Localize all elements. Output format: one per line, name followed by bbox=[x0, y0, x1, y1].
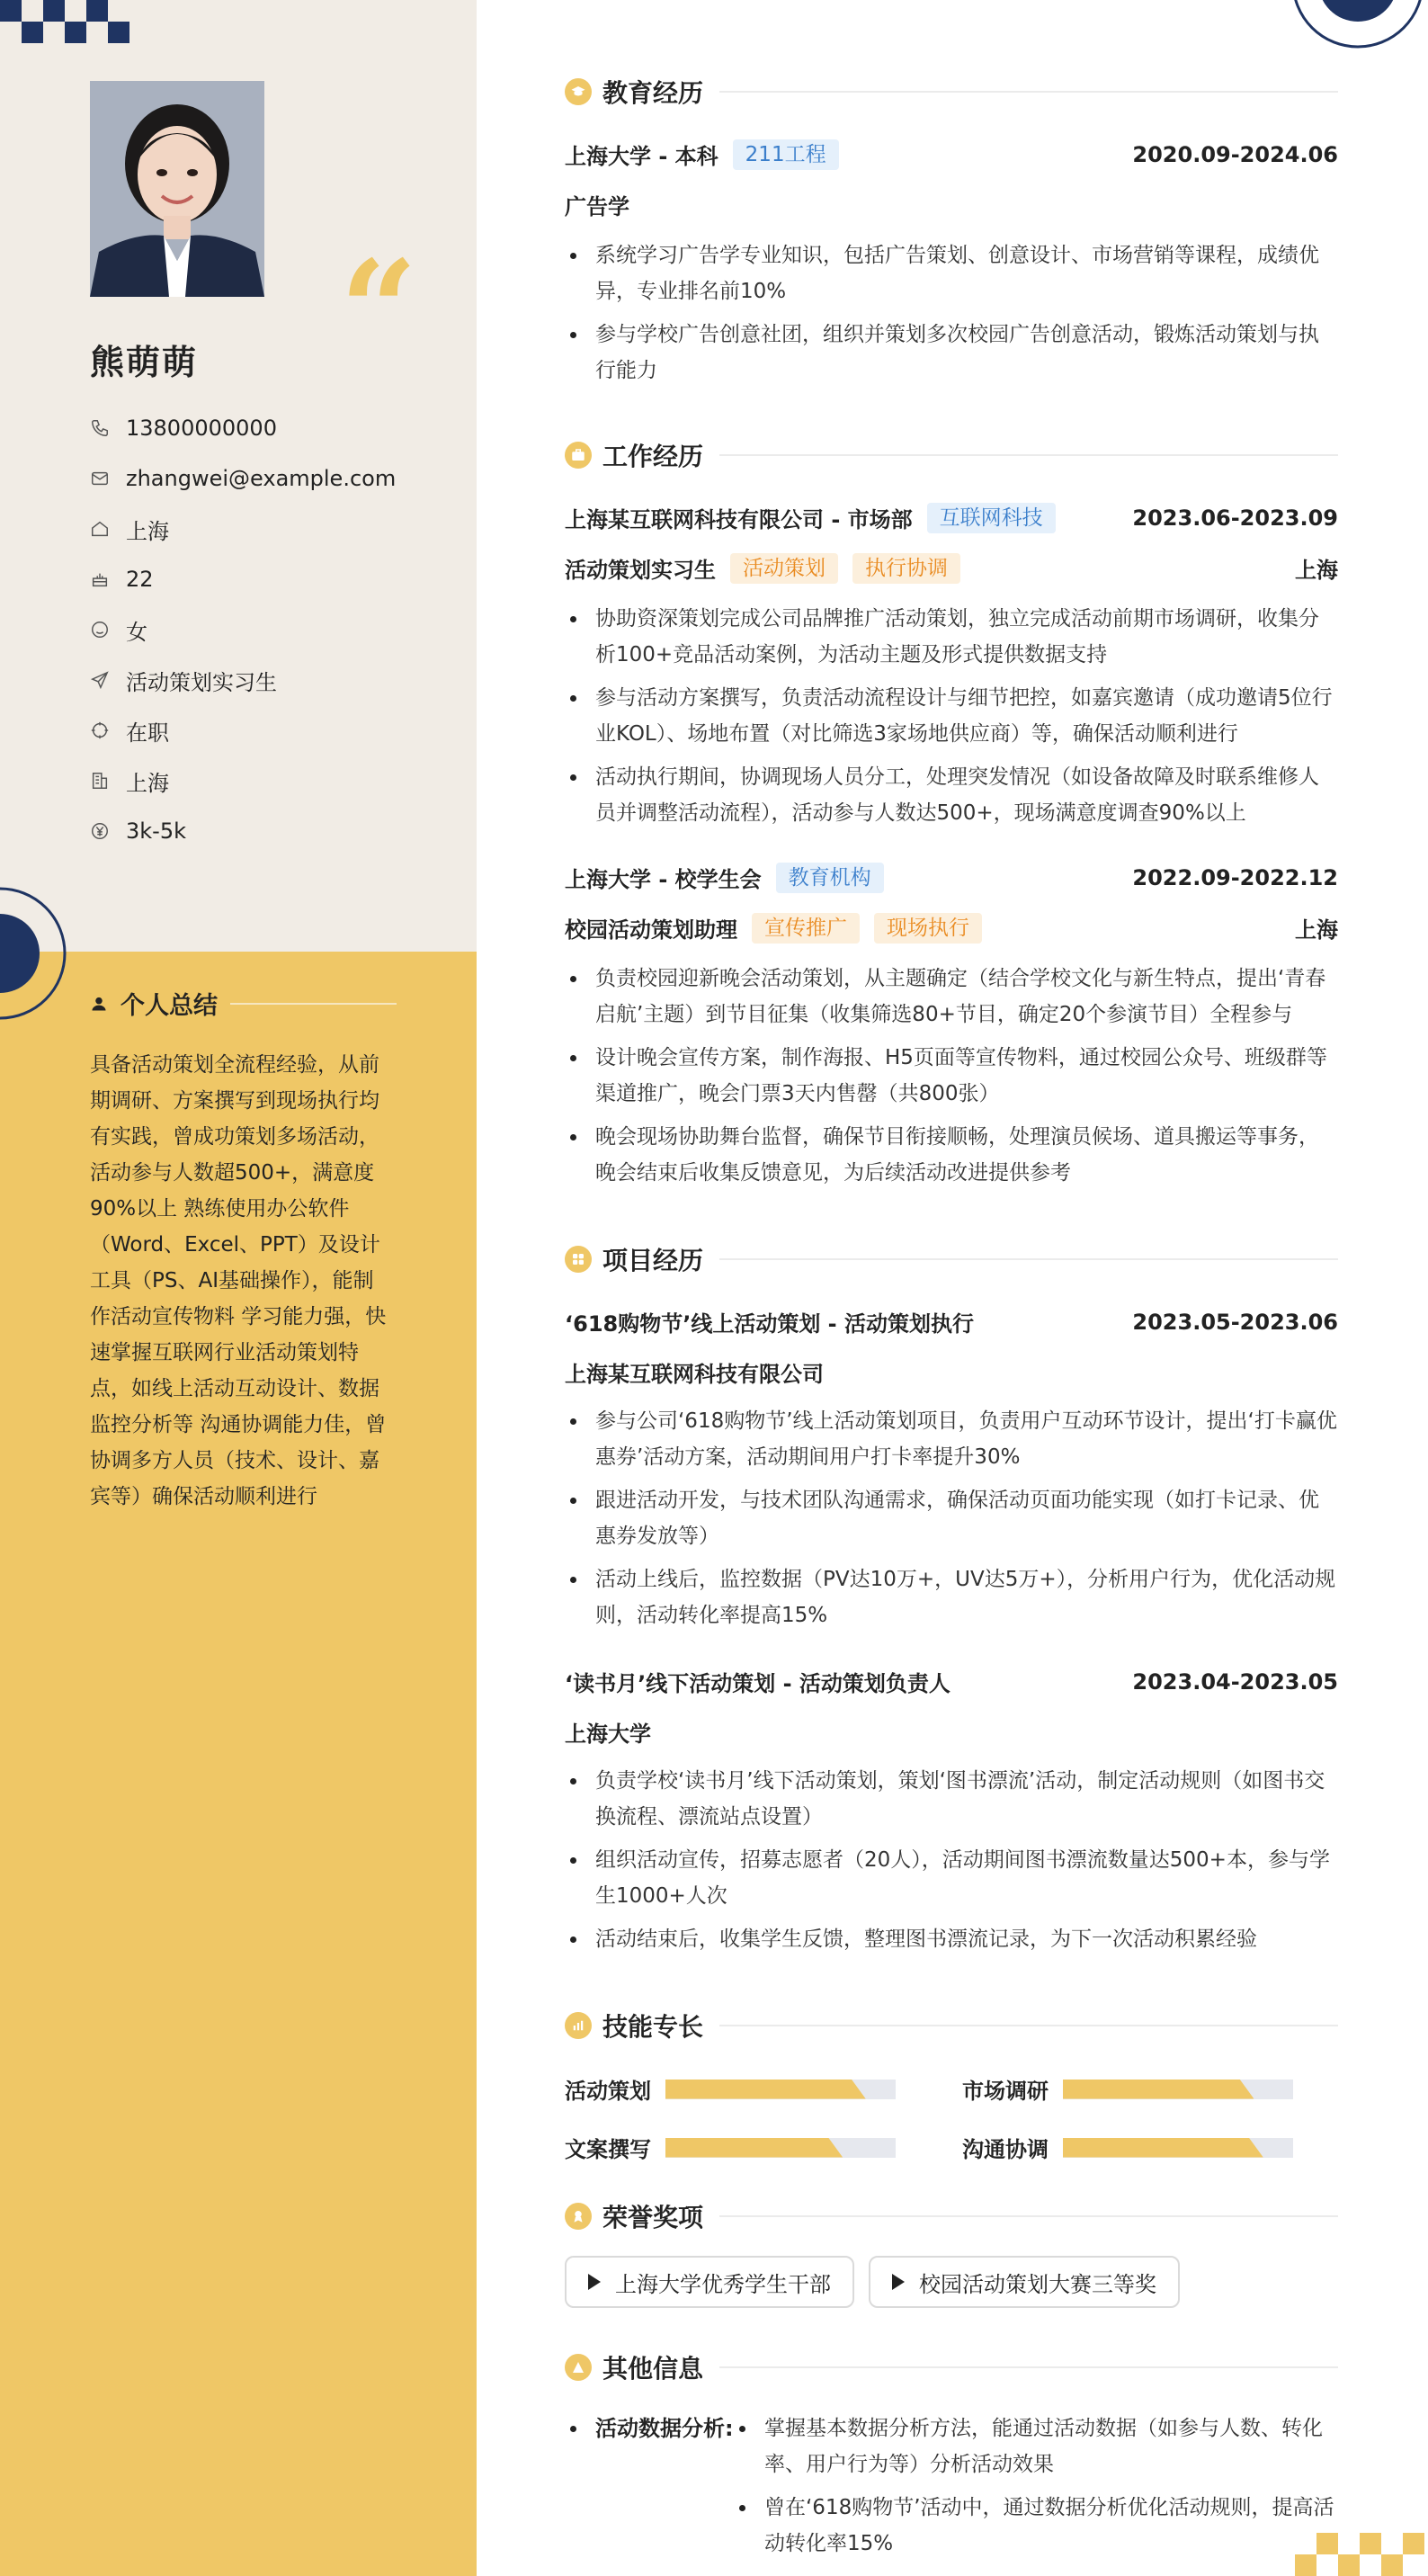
major-name: 广告学 bbox=[565, 194, 629, 219]
info-age bbox=[90, 554, 450, 604]
skill-name: 市场调研 bbox=[962, 2079, 1049, 2104]
skill-name: 沟通协调 bbox=[962, 2137, 1049, 2162]
info-icon bbox=[565, 2354, 592, 2381]
salary-value: 3k-5k bbox=[126, 818, 186, 844]
work-heading bbox=[565, 437, 1338, 473]
info-phone bbox=[90, 403, 450, 453]
work-org: 上海某互联网科技有限公司 - 市场部 bbox=[565, 507, 913, 532]
info-salary bbox=[90, 806, 450, 856]
skill-bar bbox=[665, 2138, 896, 2158]
project-date: 2023.04-2023.05 bbox=[1132, 1668, 1338, 1695]
project-0-header-row bbox=[565, 1306, 1338, 1337]
divider bbox=[719, 2366, 1338, 2368]
summary-title-text: 个人总结 bbox=[120, 992, 218, 1020]
school-tag: 211工程 bbox=[733, 139, 839, 170]
play-icon bbox=[892, 2274, 905, 2290]
skill-item bbox=[962, 2132, 1293, 2163]
project-0-org-row bbox=[565, 1356, 1338, 1388]
divider bbox=[719, 91, 1338, 93]
list-item: 晚会现场协助舞台监督，确保节目衔接顺畅，处理演员候场、道具搬运等事务，晚会结束后收集反馈意见，为后续活动改进提供参考 bbox=[565, 1119, 1338, 1191]
play-icon bbox=[588, 2274, 601, 2290]
position-value: 活动策划实习生 bbox=[126, 669, 277, 695]
sidebar bbox=[0, 0, 477, 2576]
list-item: 负责校园迎新晚会活动策划，从主题确定（结合学校文化与新生特点，提出‘青春启航’主题）到节目征集（收集筛选80+节目，确定20个参演节目）全程参与 bbox=[565, 961, 1338, 1033]
list-item: 参与活动方案撰写，负责活动流程设计与细节把控，如嘉宾邀请（成功邀请5位行业KOL）、场地布置（对比筛选3家场地供应商）等，确保活动顺利进行 bbox=[565, 680, 1338, 752]
list-item: 设计晚会宣传方案，制作海报、H5页面等宣传物料，通过校园公众号、班级群等渠道推广，晚会门票3天内售罄（共800张） bbox=[565, 1040, 1338, 1112]
work-date: 2023.06-2023.09 bbox=[1132, 505, 1338, 531]
graduation-cap-icon bbox=[565, 78, 592, 105]
send-icon bbox=[90, 670, 126, 690]
skill-bar bbox=[1063, 2138, 1293, 2158]
status-icon bbox=[90, 720, 126, 740]
city-value: 上海 bbox=[126, 518, 169, 544]
info-city bbox=[90, 504, 450, 554]
list-item: 掌握基本数据分析方法，能通过活动数据（如参与人数、转化率、用户行为等）分析活动效果 bbox=[734, 2411, 1338, 2482]
info-gender bbox=[90, 604, 450, 655]
projects-heading bbox=[565, 1241, 1338, 1277]
project-date: 2023.05-2023.06 bbox=[1132, 1309, 1338, 1335]
skill-bar bbox=[1063, 2080, 1293, 2099]
candidate-name: 熊萌萌 bbox=[90, 343, 199, 382]
work-0-bullets bbox=[565, 601, 1338, 838]
skill-item bbox=[565, 2073, 896, 2105]
cake-icon bbox=[90, 569, 126, 589]
work-location: 上海 bbox=[1295, 917, 1338, 943]
skills-title: 技能专长 bbox=[602, 2012, 704, 2042]
status-value: 在职 bbox=[126, 720, 169, 746]
home-icon bbox=[90, 519, 126, 539]
divider bbox=[719, 1258, 1338, 1260]
skill-name: 活动策划 bbox=[565, 2079, 651, 2104]
divider bbox=[719, 2025, 1338, 2026]
work-location: 上海 bbox=[1295, 558, 1338, 583]
list-item: 活动上线后，监控数据（PV达10万+，UV达5万+），分析用户行为，优化活动规则，活动转化率提高15% bbox=[565, 1561, 1338, 1633]
grid-icon bbox=[565, 1246, 592, 1273]
building-icon bbox=[90, 771, 126, 791]
age-value: 22 bbox=[126, 567, 154, 592]
chart-icon bbox=[565, 2012, 592, 2039]
other-label: 活动数据分析: bbox=[565, 2411, 734, 2442]
contact-info-list bbox=[90, 403, 450, 856]
project-name: ‘618购物节’线上活动策划 - 活动策划执行 bbox=[565, 1311, 975, 1337]
skill-bar bbox=[665, 2080, 896, 2099]
skill-bar-fill bbox=[1063, 2080, 1254, 2099]
skill-tag: 活动策划 bbox=[730, 553, 838, 584]
school-name: 上海大学 - 本科 bbox=[565, 144, 718, 169]
work-0-role-row bbox=[565, 552, 1338, 584]
face-icon bbox=[90, 620, 126, 640]
project-org: 上海大学 bbox=[565, 1722, 651, 1747]
list-item: 协助资深策划完成公司品牌推广活动策划，独立完成活动前期市场调研，收集分析100+竞品活动案例，为活动主题及形式提供数据支持 bbox=[565, 601, 1338, 673]
org-tag: 教育机构 bbox=[776, 863, 884, 893]
skill-name: 文案撰写 bbox=[565, 2137, 651, 2162]
honor-chip bbox=[565, 2256, 854, 2308]
yen-icon bbox=[90, 821, 126, 841]
honor-label: 校园活动策划大赛三等奖 bbox=[919, 2271, 1156, 2297]
other-bullets bbox=[734, 2411, 1338, 2569]
skill-bar-fill bbox=[665, 2138, 843, 2158]
phone-value: 13800000000 bbox=[126, 416, 277, 441]
work-role: 活动策划实习生 bbox=[565, 558, 716, 583]
other-heading bbox=[565, 2349, 1338, 2385]
work-1-header-row bbox=[565, 862, 1338, 893]
list-item: 活动执行期间，协调现场人员分工，处理突发情况（如设备故障及时联系维修人员并调整活动流程），活动参与人数达500+，现场满意度调查90%以上 bbox=[565, 759, 1338, 831]
summary-text: 具备活动策划全流程经验，从前期调研、方案撰写到现场执行均有实践，曾成功策划多场活动，活动参与人数超500+，满意度90%以上 熟练使用办公软件（Word、Excel、PPT）及设计工具（PS、AI基础操作），能制作活动宣传物料 学习能力强，快速掌握互联网行业活动策划特点，如线上活动互动设计、数据监控分析等 沟通协调能力佳，曾协调多方人员（技术、设计、嘉宾等）确保活动顺利进行 bbox=[90, 1053, 387, 1508]
project-name: ‘读书月’线下活动策划 - 活动策划负责人 bbox=[565, 1671, 951, 1696]
info-status bbox=[90, 705, 450, 756]
list-item: 曾在‘618购物节’活动中，通过数据分析优化活动规则，提高活动转化率15% bbox=[734, 2490, 1338, 2562]
skill-item bbox=[962, 2073, 1293, 2105]
circle-decoration bbox=[0, 872, 81, 1034]
honors-title: 荣誉奖项 bbox=[602, 2203, 704, 2232]
info-position bbox=[90, 655, 450, 705]
work-1-bullets bbox=[565, 961, 1338, 1198]
projects-title: 项目经历 bbox=[602, 1246, 704, 1275]
org-tag: 互联网科技 bbox=[927, 503, 1056, 533]
briefcase-icon bbox=[565, 442, 592, 469]
list-item: 系统学习广告学专业知识，包括广告策划、创意设计、市场营销等课程，成绩优异，专业排名前10% bbox=[565, 237, 1338, 309]
checker-decoration bbox=[0, 0, 135, 43]
work-role: 校园活动策划助理 bbox=[565, 917, 737, 943]
skill-tag: 宣传推广 bbox=[752, 913, 860, 944]
list-item: 组织活动宣传，招募志愿者（20人），活动期间图书漂流数量达500+本，参与学生1000+人次 bbox=[565, 1842, 1338, 1914]
work-0-header-row bbox=[565, 502, 1338, 533]
skill-bar-fill bbox=[665, 2080, 866, 2099]
project-org: 上海某互联网科技有限公司 bbox=[565, 1362, 824, 1387]
project-1-header-row bbox=[565, 1666, 1338, 1697]
divider bbox=[230, 1003, 397, 1005]
gender-value: 女 bbox=[126, 619, 147, 645]
project-0-bullets bbox=[565, 1403, 1338, 1641]
work-org: 上海大学 - 校学生会 bbox=[565, 867, 762, 892]
mail-icon bbox=[90, 469, 126, 488]
user-icon bbox=[90, 995, 108, 1013]
work-date: 2022.09-2022.12 bbox=[1132, 864, 1338, 890]
divider bbox=[719, 2215, 1338, 2217]
summary-heading bbox=[90, 986, 397, 1021]
circle-decoration-top bbox=[1286, 0, 1428, 68]
info-work-city bbox=[90, 756, 450, 806]
info-email bbox=[90, 453, 450, 504]
work-title: 工作经历 bbox=[602, 442, 704, 471]
list-item: 参与学校广告创意社团，组织并策划多次校园广告创意活动，锻炼活动策划与执行能力 bbox=[565, 317, 1338, 389]
avatar bbox=[90, 81, 264, 297]
education-heading bbox=[565, 74, 1338, 110]
award-icon bbox=[565, 2203, 592, 2230]
work-city-value: 上海 bbox=[126, 770, 169, 796]
quote-mark-decoration: “ bbox=[340, 231, 418, 389]
skill-tag: 执行协调 bbox=[852, 553, 960, 584]
education-title: 教育经历 bbox=[602, 78, 704, 108]
honor-chip bbox=[869, 2256, 1180, 2308]
skill-item bbox=[565, 2132, 896, 2163]
education-date: 2020.09-2024.06 bbox=[1132, 141, 1338, 167]
education-major-row bbox=[565, 189, 1338, 220]
honors-heading bbox=[565, 2198, 1338, 2234]
honor-label: 上海大学优秀学生干部 bbox=[615, 2271, 831, 2297]
other-title: 其他信息 bbox=[602, 2354, 704, 2384]
skill-tag: 现场执行 bbox=[874, 913, 982, 944]
project-1-bullets bbox=[565, 1763, 1338, 1964]
list-item: 参与公司‘618购物节’线上活动策划项目，负责用户互动环节设计，提出‘打卡赢优惠券’活动方案，活动期间用户打卡率提升30% bbox=[565, 1403, 1338, 1475]
education-header-row bbox=[565, 139, 1338, 170]
divider bbox=[719, 454, 1338, 456]
skill-bar-fill bbox=[1063, 2138, 1263, 2158]
list-item: 负责学校‘读书月’线下活动策划，策划‘图书漂流’活动，制定活动规则（如图书交换流程、漂流站点设置） bbox=[565, 1763, 1338, 1835]
work-1-role-row bbox=[565, 912, 1338, 944]
skills-heading bbox=[565, 2008, 1338, 2044]
list-item: 跟进活动开发，与技术团队沟通需求，确保活动页面功能实现（如打卡记录、优惠券发放等） bbox=[565, 1482, 1338, 1554]
phone-icon bbox=[90, 418, 126, 438]
email-value: zhangwei@example.com bbox=[126, 466, 397, 491]
list-item: 活动结束后，收集学生反馈，整理图书漂流记录，为下一次活动积累经验 bbox=[565, 1921, 1338, 1957]
education-bullets bbox=[565, 237, 1338, 396]
project-1-org-row bbox=[565, 1716, 1338, 1748]
